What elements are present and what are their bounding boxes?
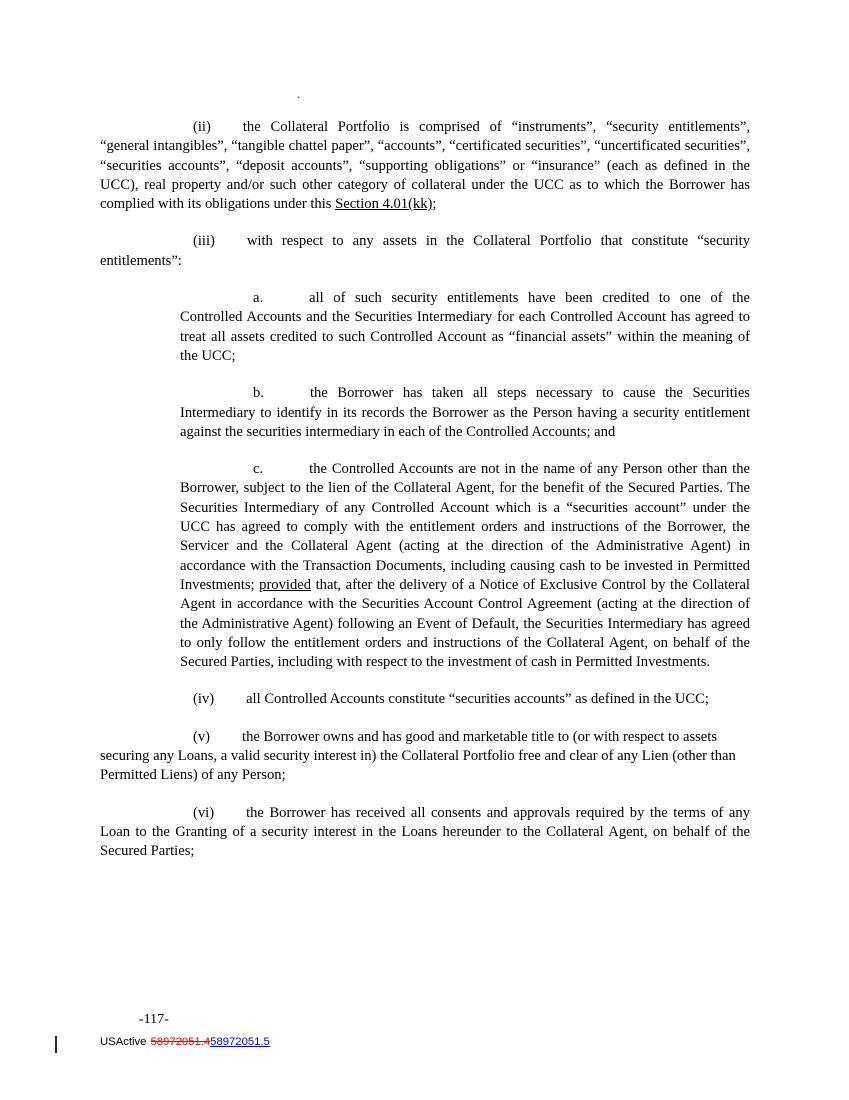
text-segment: ; bbox=[432, 196, 437, 213]
text-segment: all Controlled Accounts constitute “securities accounts” as defined in the UCC; bbox=[246, 691, 709, 708]
text-segment: that, after the delivery of a Notice of Exclusive Control by the Collateral Agent in accordance with the Securities Account Control Agreement (acting at the direction of the Administrative Agent) following an Event of Default, the Securities Intermediary has agreed to only follow the entitlement orders and instructions of the Collateral Agent, on behalf of the Secured Parties, including with respect to the investment of cash in Permitted Investments. bbox=[180, 576, 750, 671]
paragraph-c bbox=[180, 460, 750, 672]
doc-id-deleted: 58972051.4 bbox=[150, 1036, 211, 1048]
doc-id-label: USActive bbox=[100, 1036, 147, 1048]
text-segment: the Borrower owns and has good and marketable title to (or with respect to assets securing any Loans, a valid security interest in) the Collateral Portfolio free and clear of any Lien (other than Permitted Liens) of any Person; bbox=[100, 728, 736, 784]
paragraph-v bbox=[100, 728, 750, 786]
underlined-text-segment: provided bbox=[259, 576, 312, 593]
paragraph-marker-ii: (ii) bbox=[193, 119, 211, 135]
paragraph-marker-c: c. bbox=[253, 461, 264, 478]
text-segment: the Collateral Portfolio is comprised of “instruments”, “security entitlements”, “general intangibles”, “tangible chattel paper”, “accounts”, “certificated securities”, “uncertificated securities”, “securities accounts”, “deposit accounts”, “supporting obligations” or “insurance” (each as defined in the UCC), real property and/or such other category of collateral under the UCC as to which the Borrower has complied with its obligations under this bbox=[100, 119, 750, 213]
text-segment: all of such security entitlements have been credited to one of the Controlled Accounts and the Securities Intermediary for each Controlled Account has agreed to treat all assets credited to such Controlled Account as “financial assets” within the meaning of the UCC; bbox=[180, 290, 750, 364]
doc-id-line bbox=[100, 1036, 270, 1048]
text-segment: the Borrower has received all consents and approvals required by the terms of any Loan to the Granting of a security interest in the Loans hereunder to the Collateral Agent, on behalf of the Secured Parties; bbox=[100, 804, 750, 860]
paragraph-marker-iii: (iii) bbox=[193, 233, 215, 250]
paragraph-a bbox=[180, 289, 750, 366]
text-segment: with respect to any assets in the Collateral Portfolio that constitute “security entitlements”: bbox=[100, 233, 750, 269]
text-segment: the Controlled Accounts are not in the name of any Person other than the Borrower, subject to the lien of the Collateral Agent, for the benefit of the Secured Parties. The Securities Intermediary of any Controlled Account which is a “securities account” under the UCC has agreed to comply with the entitlement orders and instructions of the Borrower, the Servicer and the Collateral Agent (acting at the direction of the Administrative Agent) in accordance with the Transaction Documents, including causing cash to be invested in Permitted Investments; bbox=[180, 461, 750, 593]
page-number: -117- bbox=[139, 1012, 169, 1027]
document-body bbox=[100, 118, 750, 880]
paragraph-iv bbox=[100, 690, 750, 709]
paragraph-marker-a: a. bbox=[253, 290, 264, 307]
doc-id-inserted: 58972051.5 bbox=[210, 1036, 270, 1048]
paragraph-marker-b: b. bbox=[253, 385, 264, 402]
paragraph-marker-vi: (vi) bbox=[193, 804, 215, 821]
revision-change-bar bbox=[55, 1036, 57, 1053]
paragraph-marker-iv: (iv) bbox=[193, 691, 215, 708]
paragraph-marker-v: (v) bbox=[193, 728, 211, 745]
paragraph-vi bbox=[100, 804, 750, 862]
paragraph-iii bbox=[100, 232, 750, 271]
text-segment: the Borrower has taken all steps necessary to cause the Securities Intermediary to identify in its records the Borrower as the Person having a security entitlement against the securities intermediary in each of the Controlled Accounts; and bbox=[180, 385, 750, 440]
paragraph-b bbox=[180, 384, 750, 442]
stray-dot-mark: . bbox=[297, 86, 301, 101]
underlined-text-segment: Section 4.01(kk) bbox=[335, 196, 433, 213]
paragraph-ii bbox=[100, 118, 750, 214]
